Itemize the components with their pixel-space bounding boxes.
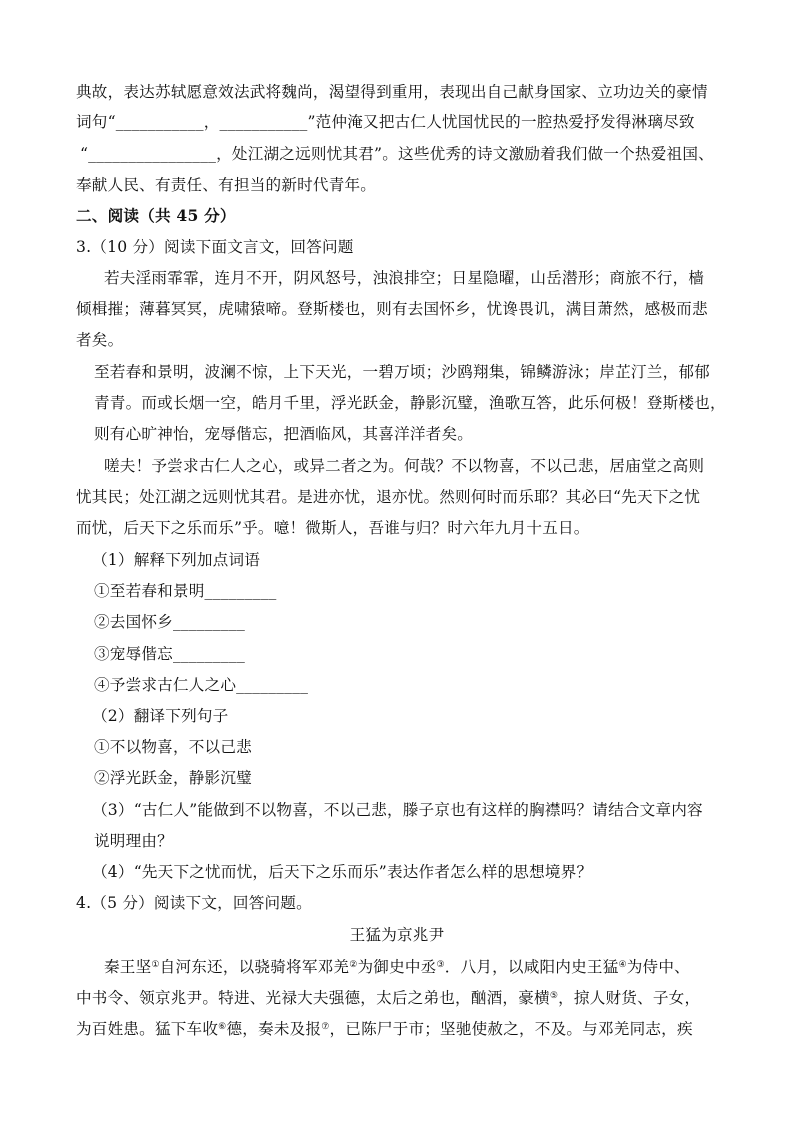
note-marker: ⑦ — [321, 1022, 330, 1032]
passage-line: 嗟夫！予尝求古仁人之心，或异二者之为。何哉？不以物喜，不以己悲，居庙堂之高则 — [104, 457, 705, 475]
passage-line: 则有心旷神怡，宠辱偕忘，把酒临风，其喜洋洋者矣。 — [94, 425, 474, 443]
text-line: “________________，处江湖之远则忧其君”。这些优秀的诗文激励着我们做一个热爱祖国、 — [80, 145, 714, 163]
section-heading: 二、阅读（共 45 分） — [76, 206, 236, 225]
passage-text: ，已陈尸于市；坚驰使赦之，不及。与邓羌同志，疾 — [329, 1020, 693, 1038]
passage-line: 倾楫摧；薄暮冥冥，虎啸猿啼。登斯楼也，则有去国怀乡，忧谗畏讥，满目萧然，感极而悲 — [76, 300, 708, 318]
passage-line — [104, 957, 690, 977]
answer-item: ②浮光跃金，静影沉璧 — [94, 769, 252, 787]
sub-question: 说明理由？ — [94, 832, 173, 850]
note-marker: ② — [349, 960, 358, 970]
answer-item: ②去国怀乡_________ — [94, 613, 245, 631]
question-4-heading: 4.（5 分）阅读下文，回答问题。 — [76, 894, 312, 912]
sub-question: （3）“古仁人”能做到不以物喜，不以己悲，滕子京也有这样的胸襟吗？请结合文章内容 — [92, 801, 703, 819]
passage-line: 而忧，后天下之乐而乐”乎。噫！微斯人，吾谁与归？时六年九月十五日。 — [76, 519, 590, 537]
answer-item: ③宠辱偕忘_________ — [94, 645, 245, 663]
passage-text: 自河东还，以骁骑将军邓羌 — [159, 958, 350, 976]
sub-question: （1）解释下列加点词语 — [92, 551, 261, 569]
sub-question: （2）翻译下列句子 — [92, 707, 229, 725]
answer-item: ④予尝求古仁人之心_________ — [94, 676, 309, 694]
passage-line: 忧其民；处江湖之远则忧其君。是进亦忧，退亦忧。然则何时而乐耶？其必曰“先天下之忧 — [76, 488, 701, 506]
passage-line: 者矣。 — [76, 331, 124, 349]
passage-line — [76, 988, 700, 1008]
passage-line: 若夫淫雨霏霏，连月不开，阴风怒号，浊浪排空；日星隐曜，山岳潜形；商旅不行，樯 — [104, 269, 705, 287]
passage-text: 为御史中丞 — [357, 958, 437, 976]
answer-item: ①至若春和景明_________ — [94, 582, 277, 600]
passage-title: 王猛为京兆尹 — [349, 926, 445, 944]
note-marker: ④ — [618, 960, 627, 970]
note-marker: ③ — [436, 960, 445, 970]
passage-text: 为侍中、 — [626, 958, 690, 976]
passage-line: 至若春和景明，波澜不惊，上下天光，一碧万顷；沙鸥翔集，锦鳞游泳；岸芷汀兰，郁郁 — [94, 363, 710, 381]
passage-text: 秦王坚 — [104, 958, 152, 976]
passage-line: 青青。而或长烟一空，皓月千里，浮光跃金，静影沉璧，渔歌互答，此乐何极！登斯楼也， — [94, 394, 726, 412]
text-line: 奉献人民、有责任、有担当的新时代青年。 — [76, 176, 377, 194]
passage-text: 为百姓患。猛下车收 — [76, 1020, 219, 1038]
question-3-heading: 3.（10 分）阅读下面文言文，回答问题 — [76, 238, 354, 256]
text-line: 词句“___________，___________”范仲淹又把古仁人忧国忧民的一腔热爱抒发得淋璃尽致 — [76, 113, 695, 131]
passage-text: ．八月，以咸阳内史王猛 — [444, 958, 619, 976]
passage-text: 中书令、领京兆尹。特进、光禄大夫强德，太后之弟也，酗酒，豪横 — [76, 989, 550, 1007]
note-marker: ① — [151, 960, 160, 970]
sub-question: （4）“先天下之忧而忧，后天下之乐而乐”表达作者怎么样的思想境界？ — [92, 863, 593, 881]
answer-item: ①不以物喜，不以己悲 — [94, 738, 252, 756]
text-line: 典故，表达苏轼愿意效法武将魏尚，渴望得到重用，表现出自己献身国家、立功边关的豪情 — [76, 83, 708, 101]
note-marker: ⑤ — [549, 991, 559, 1001]
passage-text: 德，奏未及报 — [226, 1020, 322, 1038]
passage-line — [76, 1019, 693, 1039]
note-marker: ⑥ — [218, 1022, 227, 1032]
passage-text: ，掠人财货、子女， — [558, 989, 701, 1007]
